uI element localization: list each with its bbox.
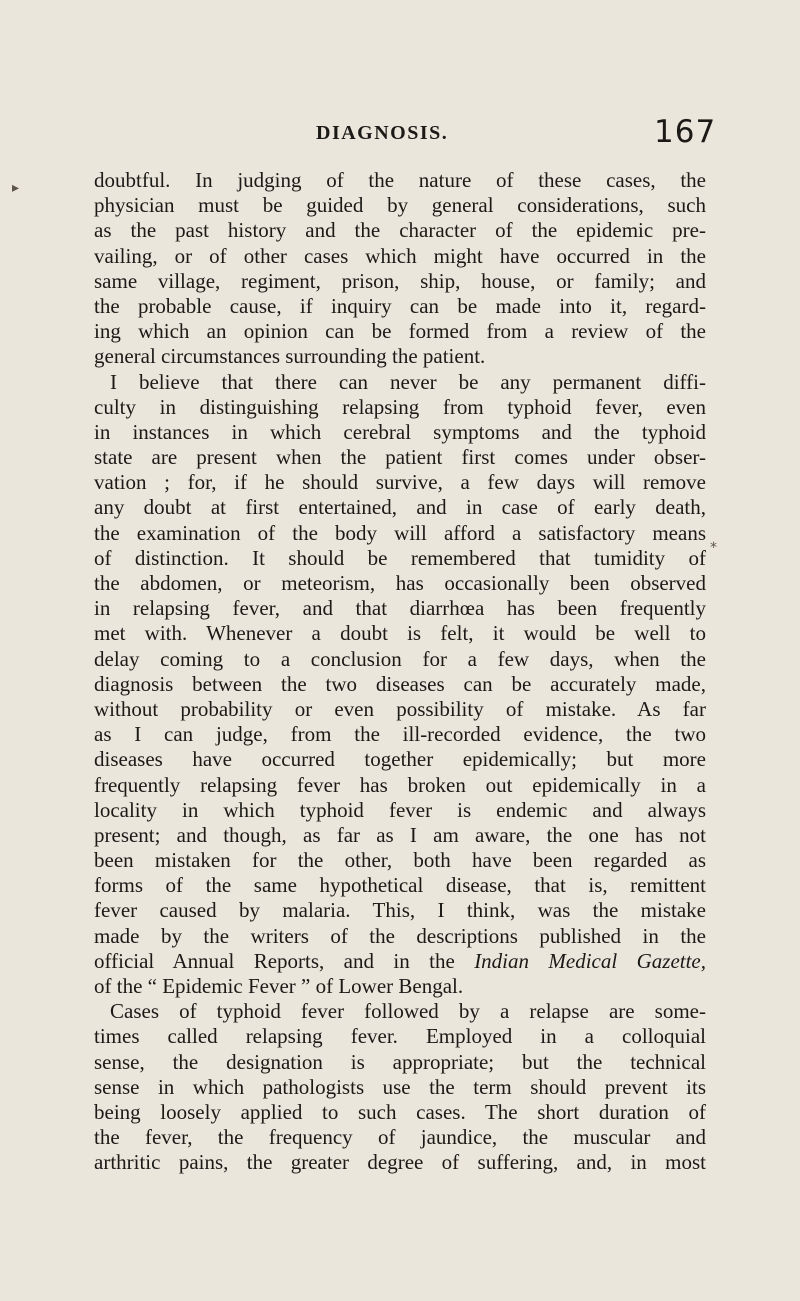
text-line: made by the writers of the descriptions published in the xyxy=(94,923,706,948)
text-line: ing which an opinion can be formed from a review of the xyxy=(94,319,706,344)
text-line: physician must be guided by general considerations, such xyxy=(94,193,706,218)
margin-mark: ▸ xyxy=(12,180,20,196)
text-line: diagnosis between the two diseases can be accurately made, xyxy=(94,671,706,696)
text-line: vation ; for, if he should survive, a few days will remove xyxy=(94,470,706,495)
text-line: frequently relapsing fever has broken out epidemically in a xyxy=(94,772,706,797)
running-head: DIAGNOSIS. xyxy=(316,122,449,144)
text-line: the fever, the frequency of jaundice, the muscular and xyxy=(94,1125,706,1150)
margin-mark: * xyxy=(710,540,717,556)
text-line: culty in distinguishing relapsing from typhoid fever, even xyxy=(94,394,706,419)
text-line: sense in which pathologists use the term should prevent its xyxy=(94,1074,706,1099)
text-line: I believe that there can never be any permanent diffi- xyxy=(110,369,706,394)
text-line: locality in which typhoid fever is endemic and always xyxy=(94,797,706,822)
text-line: as the past history and the character of the epidemic pre- xyxy=(94,218,706,243)
text-line: the examination of the body will afford a satisfactory means xyxy=(94,520,706,545)
text-line: of the “ Epidemic Fever ” of Lower Bengal. xyxy=(94,974,464,998)
text-line: been mistaken for the other, both have been regarded as xyxy=(94,848,706,873)
page-header xyxy=(0,114,717,150)
text-line: doubtful. In judging of the nature of these cases, the xyxy=(94,168,706,192)
text-line-with-italic xyxy=(94,949,706,974)
text-line: any doubt at first entertained, and in case of early death, xyxy=(94,495,706,520)
text-line: delay coming to a conclusion for a few days, when the xyxy=(94,646,706,671)
text-line: as I can judge, from the ill-recorded evidence, the two xyxy=(94,722,706,747)
text-line: general circumstances surrounding the patient. xyxy=(94,344,486,369)
italic-title: Indian Medical Gazette, xyxy=(474,948,707,973)
text-line: present; and though, as far as I am aware, the one has not xyxy=(94,822,706,847)
text-line: diseases have occurred together epidemically; but more xyxy=(94,747,706,772)
page-number: 167 xyxy=(654,114,717,150)
text-line: fever caused by malaria. This, I think, was the mistake xyxy=(94,898,706,923)
text-line: arthritic pains, the greater degree of suffering, and, in most xyxy=(94,1150,706,1175)
text-line: the probable cause, if inquiry can be made into it, regard- xyxy=(94,293,706,318)
text-line: vailing, or of other cases which might have occurred in the xyxy=(94,243,706,268)
text-line: sense, the designation is appropriate; but the technical xyxy=(94,1049,706,1074)
text-line: being loosely applied to such cases. The short duration of xyxy=(94,1099,706,1124)
text-line: of distinction. It should be remembered that tumidity of xyxy=(94,545,706,570)
text-line: in relapsing fever, and that diarrhœa has been frequently xyxy=(94,596,706,621)
text-line: met with. Whenever a doubt is felt, it would be well to xyxy=(94,621,706,646)
text-line: state are present when the patient first comes under obser- xyxy=(94,445,706,470)
text-line: without probability or even possibility of mistake. As far xyxy=(94,696,706,721)
text-line: Cases of typhoid fever followed by a relapse are some- xyxy=(110,999,706,1024)
text-line: same village, regiment, prison, ship, house, or family; and xyxy=(94,268,706,293)
text-line: times called relapsing fever. Employed in a colloquial xyxy=(94,1024,706,1049)
body-text xyxy=(94,168,706,1176)
text-segment: official Annual Reports, and in the xyxy=(94,948,455,973)
text-line: forms of the same hypothetical disease, that is, remittent xyxy=(94,873,706,898)
text-line: in instances in which cerebral symptoms and the typhoid xyxy=(94,419,706,444)
text-line: the abdomen, or meteorism, has occasionally been observed xyxy=(94,571,706,595)
